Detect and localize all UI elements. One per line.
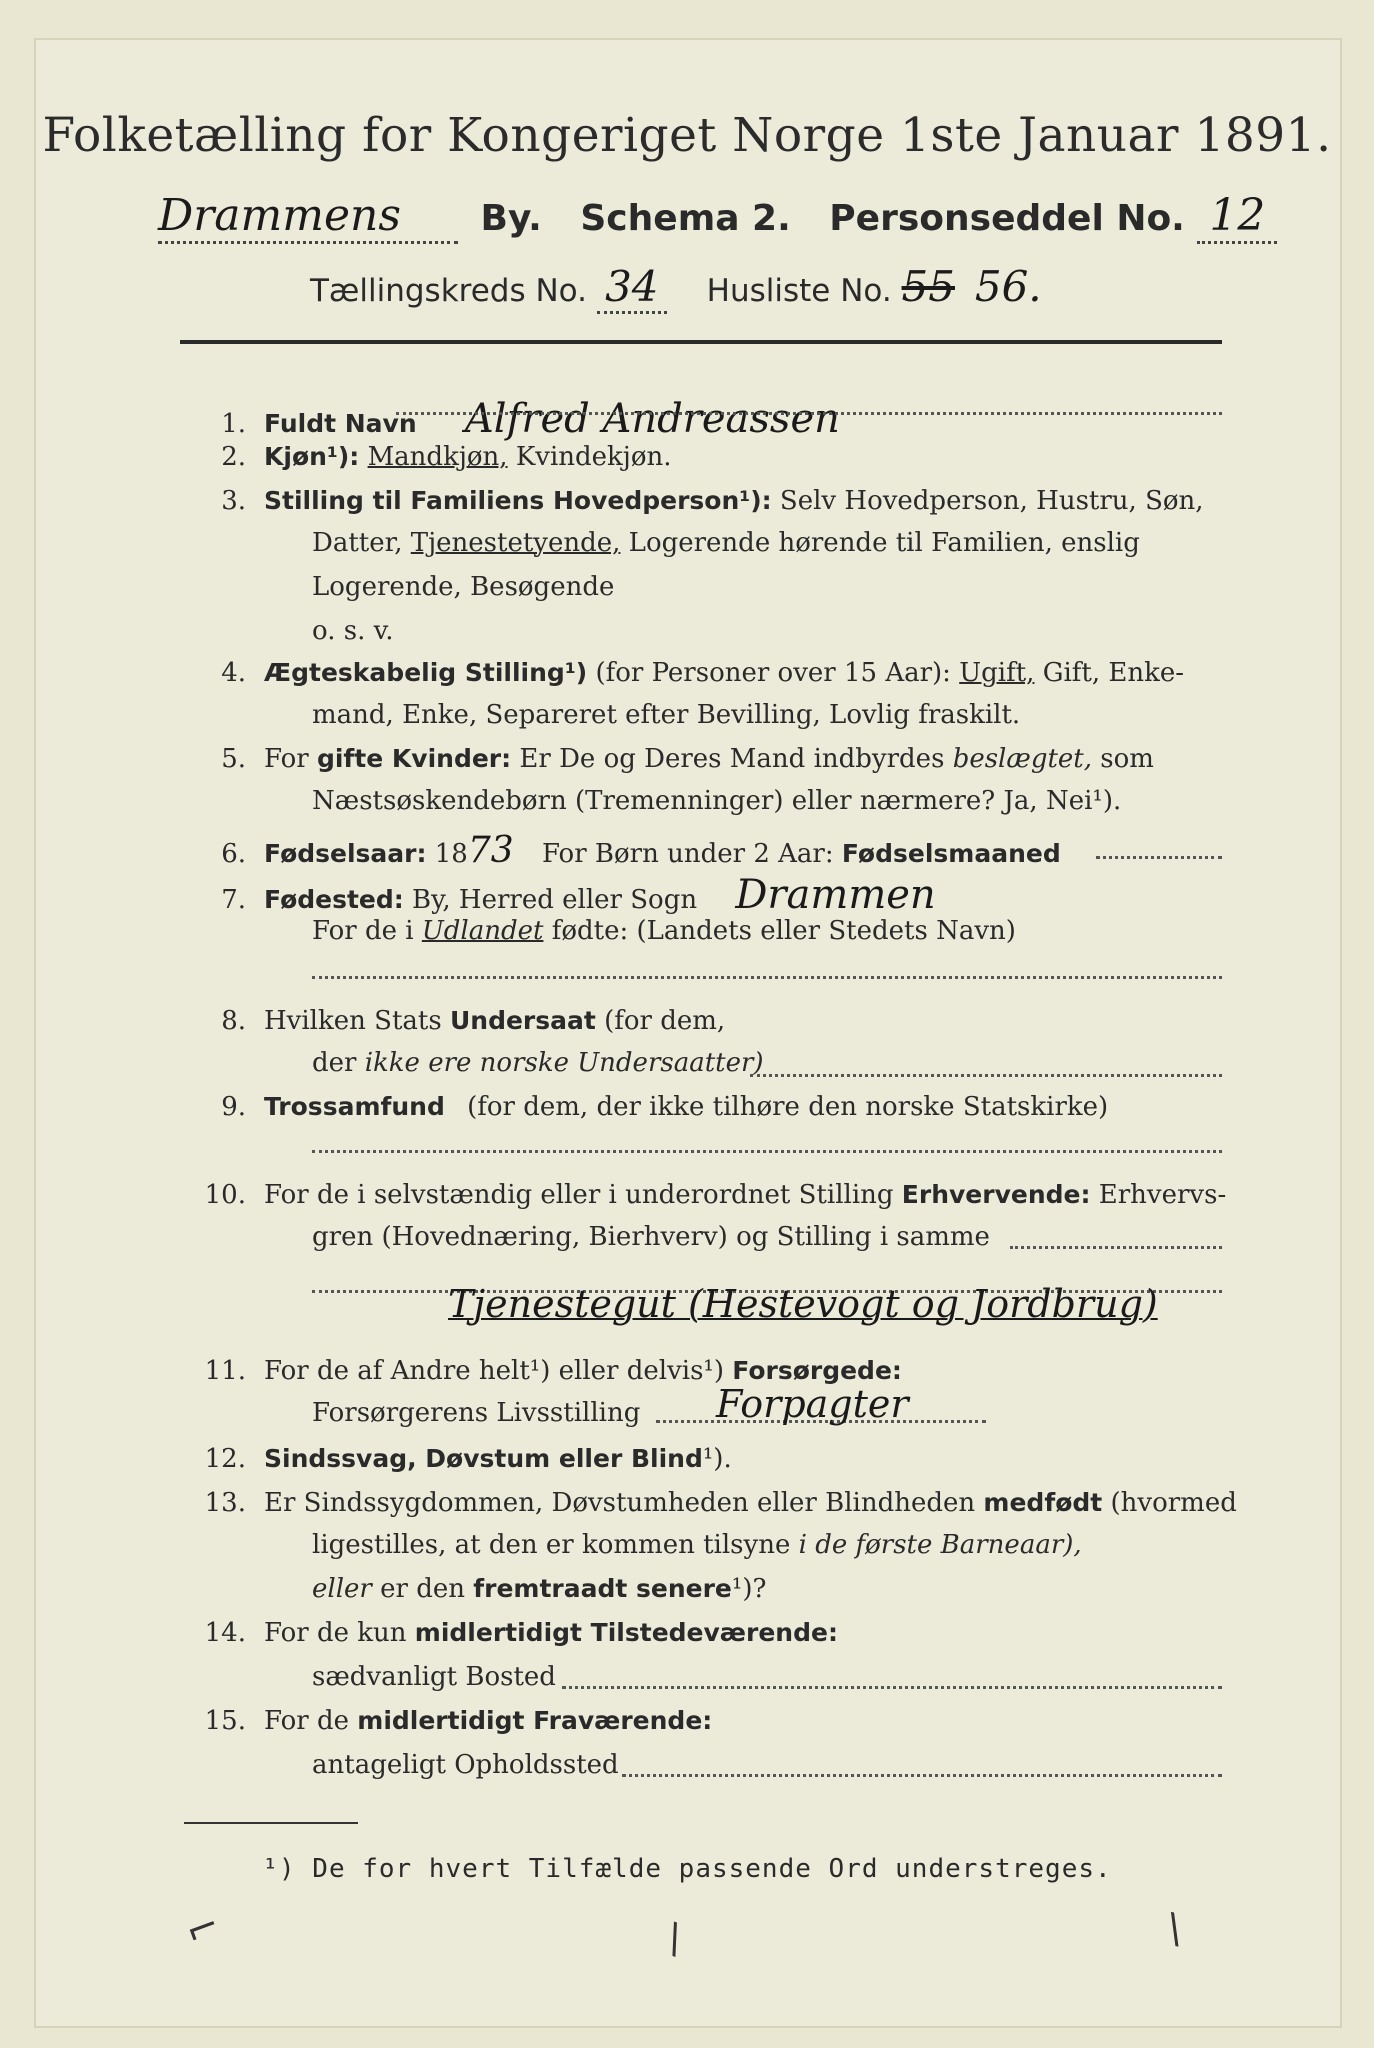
q11-line-2: Forsørgerens Livsstilling xyxy=(312,1398,641,1428)
q11-text-1a: For de af Andre helt¹) eller delvis¹) xyxy=(264,1356,724,1386)
q13-label-2: fremtraadt senere xyxy=(473,1574,732,1603)
q4-label: Ægteskabelig Stilling¹) xyxy=(264,658,588,687)
q12-label: Sindssvag, Døvstum eller Blind xyxy=(264,1444,703,1473)
q6-year-prefix: 18 xyxy=(434,839,468,869)
q2-label: Kjøn¹): xyxy=(264,442,360,471)
q4-text-1c: Gift, Enke- xyxy=(1042,658,1185,688)
q3-text-2c: Logerende hørende til Familien, enslig xyxy=(628,528,1140,558)
q14-label-a: For de kun xyxy=(264,1618,407,1648)
husliste-number-struck: 55 xyxy=(901,262,955,311)
q2-number: 2. xyxy=(221,442,246,472)
q9-label: Trossamfund xyxy=(264,1092,445,1121)
q3-label: Stilling til Familiens Hovedperson¹): xyxy=(264,486,772,515)
question-14 xyxy=(190,1618,838,1648)
q13-label: medfødt xyxy=(983,1488,1103,1517)
schema-label: Schema 2. xyxy=(580,198,791,239)
q9-text: (for dem, der ikke tilhøre den norske Statskirke) xyxy=(467,1092,1109,1122)
q10-number: 10. xyxy=(204,1180,246,1210)
question-1 xyxy=(190,396,840,442)
corner-tick-mark-center: \ xyxy=(660,1915,689,1963)
header-row-kreds xyxy=(310,262,1042,314)
q12-number: 12. xyxy=(204,1444,246,1474)
q3-line-2 xyxy=(312,528,1140,558)
husliste-label: Husliste No. xyxy=(706,273,892,309)
q8-text-2-italic: ikke ere norske Undersaatter) xyxy=(364,1048,764,1078)
question-10 xyxy=(190,1180,1226,1210)
q10-text-1a: For de i selvstændig eller i underordnet Stilling xyxy=(264,1180,894,1210)
q2-option-female: Kvindekjøn. xyxy=(515,442,672,472)
q11-number: 11. xyxy=(204,1356,246,1386)
q5-text-1-italic: beslægtet, xyxy=(952,744,1093,774)
q11-provider-value: Forpagter xyxy=(716,1382,909,1426)
q14-line-2: sædvanligt Bosted xyxy=(312,1662,556,1692)
question-12 xyxy=(190,1444,732,1474)
form-title: Folketælling for Kongeriget Norge 1ste Januar 1891. xyxy=(42,108,1332,163)
q7-text-2a: For de i xyxy=(312,916,414,946)
question-5 xyxy=(190,744,1154,774)
q9-dotted-line xyxy=(312,1150,1222,1153)
kreds-number: 34 xyxy=(597,262,667,314)
q15-label-a: For de xyxy=(264,1706,349,1736)
husliste-number: 56. xyxy=(974,262,1042,311)
q3-line-4: o. s. v. xyxy=(312,616,394,646)
q6-birth-year-value: 73 xyxy=(467,830,514,871)
q14-number: 14. xyxy=(204,1618,246,1648)
q7-label: Fødested: xyxy=(264,885,404,914)
footnote: ¹) De for hvert Tilfælde passende Ord understreges. xyxy=(262,1854,1112,1884)
q12-text: ¹). xyxy=(702,1444,732,1474)
q13-line-3 xyxy=(312,1574,766,1604)
by-label: By. xyxy=(480,198,542,239)
question-15 xyxy=(190,1706,712,1736)
question-8 xyxy=(190,1006,725,1036)
kreds-label: Tællingskreds No. xyxy=(310,273,587,309)
q15-line-2: antageligt Opholdssted xyxy=(312,1750,619,1780)
question-6 xyxy=(190,830,1061,871)
q13-line-2 xyxy=(312,1530,1082,1560)
q8-label: Undersaat xyxy=(449,1006,596,1035)
q5-label-a: For xyxy=(264,744,309,774)
q13-text-3a: er den xyxy=(380,1574,465,1604)
personseddel-label: Personseddel No. xyxy=(829,198,1185,239)
q1-number: 1. xyxy=(221,409,246,439)
q5-number: 5. xyxy=(221,744,246,774)
q7-text-2b: fødte: (Landets eller Stedets Navn) xyxy=(551,916,1016,946)
q3-number: 3. xyxy=(221,486,246,516)
q8-dotted-line xyxy=(750,1074,1222,1077)
q4-option-ugift: Ugift, xyxy=(959,658,1035,688)
q5-text-1: Er De og Deres Mand indbyrdes xyxy=(519,744,945,774)
q7-dotted-line xyxy=(312,976,1222,979)
question-4 xyxy=(190,658,1184,688)
q3-option-tjenestetyende: Tjenestetyende, xyxy=(410,528,621,558)
q13-text-3b: ¹)? xyxy=(731,1574,767,1604)
footnote-rule xyxy=(184,1822,358,1824)
header-divider xyxy=(180,340,1222,344)
q6-number: 6. xyxy=(221,839,246,869)
q15-number: 15. xyxy=(204,1706,246,1736)
q15-label: midlertidigt Fraværende: xyxy=(357,1706,713,1735)
q15-dotted-line xyxy=(622,1774,1222,1777)
q13-text-2a: ligestilles, at den er kommen tilsyne xyxy=(312,1530,791,1560)
question-13 xyxy=(190,1488,1237,1518)
question-9 xyxy=(190,1092,1108,1122)
q10-occupation-value: Tjenestegut (Hestevogt og Jordbrug) xyxy=(448,1282,1158,1326)
q5-line-2: Næstsøskendebørn (Tremenninger) eller nærmere? Ja, Nei¹). xyxy=(312,786,1122,816)
corner-tick-mark-right: \ xyxy=(1164,1905,1186,1953)
q10-line-2: gren (Hovednæring, Bierhverv) og Stilling i samme xyxy=(312,1222,990,1252)
q8-text-2a: der xyxy=(312,1048,357,1078)
q3-text-2a: Datter, xyxy=(312,528,403,558)
q11-label: Forsørgede: xyxy=(732,1356,902,1385)
question-3 xyxy=(190,486,1204,516)
q13-text-1a: Er Sindssygdommen, Døvstumheden eller Blindheden xyxy=(264,1488,976,1518)
q5-text-1-end: som xyxy=(1100,744,1154,774)
q10-text-1b: Erhvervs- xyxy=(1098,1180,1227,1210)
q13-text-3-italic: eller xyxy=(312,1574,372,1604)
q13-text-2-italic: i de første Barneaar), xyxy=(798,1530,1082,1560)
corner-tick-mark-left: ⌐ xyxy=(179,1901,227,1957)
question-7 xyxy=(190,872,936,918)
q6-label: Fødselsaar: xyxy=(264,839,427,868)
q2-option-male: Mandkjøn, xyxy=(367,442,508,472)
q1-full-name-value: Alfred Andreassen xyxy=(464,396,840,442)
question-2 xyxy=(190,442,672,472)
q7-line-2 xyxy=(312,916,1016,946)
q4-line-2: mand, Enke, Separeret efter Bevilling, Lovlig fraskilt. xyxy=(312,700,1021,730)
q8-line-2 xyxy=(312,1048,764,1078)
q13-text-1b: (hvormed xyxy=(1110,1488,1237,1518)
q5-label: gifte Kvinder: xyxy=(316,744,512,773)
q6-dotted-line xyxy=(1096,856,1222,859)
q14-dotted-line xyxy=(562,1686,1222,1689)
q8-text-1b: (for dem, xyxy=(604,1006,726,1036)
q14-label: midlertidigt Tilstedeværende: xyxy=(414,1618,838,1647)
q13-number: 13. xyxy=(204,1488,246,1518)
q7-number: 7. xyxy=(221,885,246,915)
q7-birthplace-value: Drammen xyxy=(735,872,936,918)
personseddel-number: 12 xyxy=(1197,190,1277,244)
q3-line-3: Logerende, Besøgende xyxy=(312,572,615,602)
q8-text-1a: Hvilken Stats xyxy=(264,1006,442,1036)
q7-text-2-italic: Udlandet xyxy=(421,916,544,946)
q6-label-month: Fødselsmaaned xyxy=(841,839,1061,868)
q6-text: For Børn under 2 Aar: xyxy=(541,839,834,869)
q4-text-1a: (for Personer over 15 Aar): xyxy=(595,658,951,688)
q1-label: Fuldt Navn xyxy=(264,409,417,438)
q9-number: 9. xyxy=(221,1092,246,1122)
q8-number: 8. xyxy=(221,1006,246,1036)
q7-text: By, Herred eller Sogn xyxy=(412,885,698,915)
q4-number: 4. xyxy=(221,658,246,688)
header-row-city xyxy=(158,190,1277,244)
q10-dotted-line-1 xyxy=(1010,1246,1222,1249)
q1-dotted-line xyxy=(396,412,1222,415)
city-handwritten: Drammens xyxy=(158,190,458,244)
q3-text-1: Selv Hovedperson, Hustru, Søn, xyxy=(779,486,1204,516)
q10-label: Erhvervende: xyxy=(901,1180,1091,1209)
